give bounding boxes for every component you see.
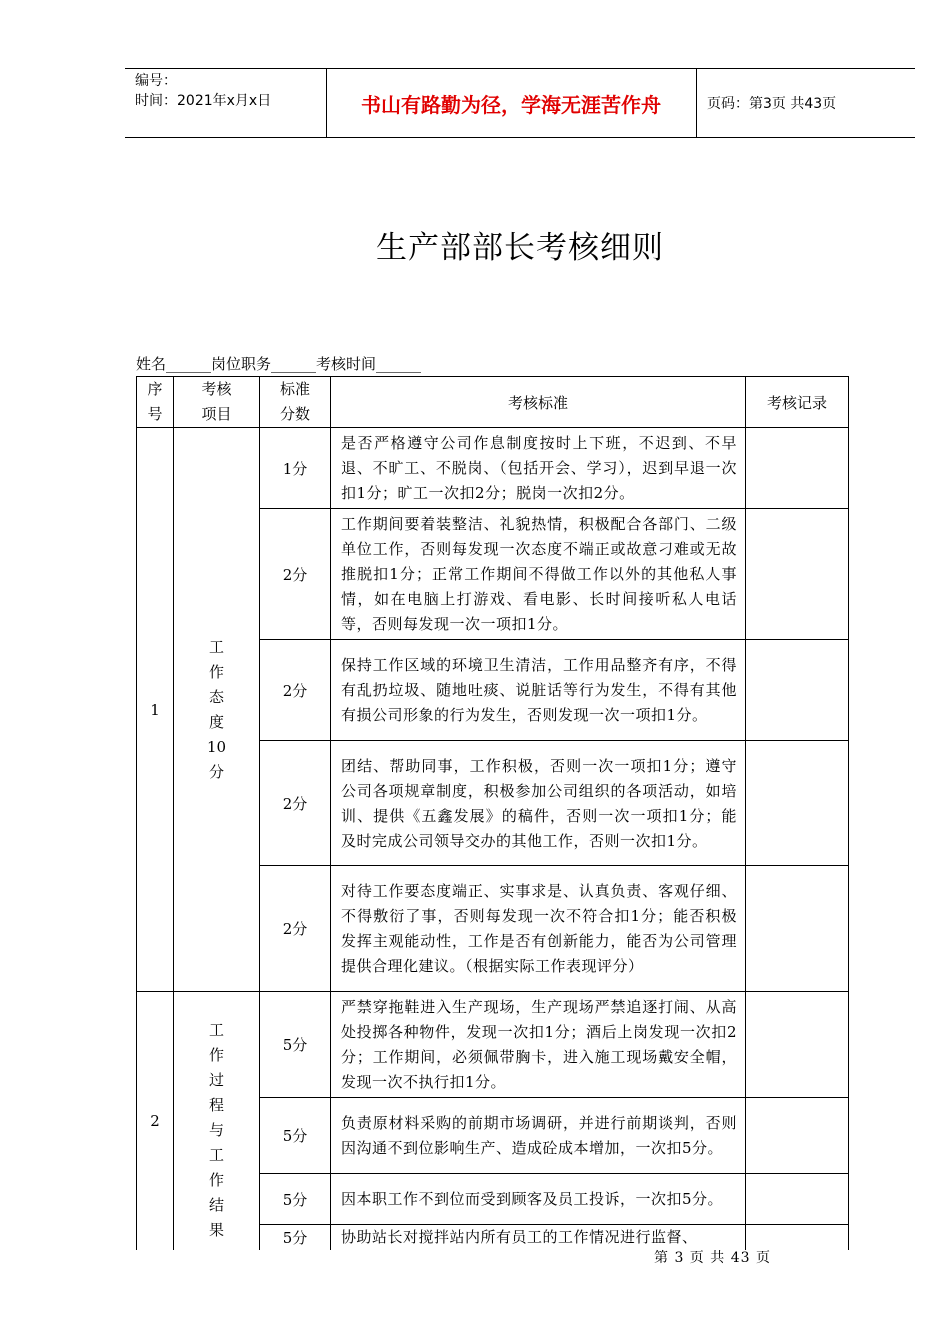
standard-cell: 因本职工作不到位而受到顾客及员工投诉，一次扣5分。 <box>331 1174 746 1225</box>
record-cell <box>746 866 849 992</box>
document-title: 生产部部长考核细则 <box>376 230 664 266</box>
header-left <box>135 71 325 111</box>
score-cell: 2分 <box>260 640 331 741</box>
score-cell: 2分 <box>260 741 331 866</box>
header-seq: 序号 <box>137 377 174 428</box>
standard-cell: 保持工作区域的环境卫生清洁，工作用品整齐有序，不得有乱扔垃圾、随地吐痰、说脏话等行为发生，不得有其他有损公司形象的行为发生，否则发现一次一项扣1分。 <box>331 640 746 741</box>
score-cell: 2分 <box>260 509 331 640</box>
item-cell: 工作态度10分 <box>174 428 260 992</box>
score-cell: 2分 <box>260 866 331 992</box>
score-cell: 1分 <box>260 428 331 509</box>
standard-cell: 对待工作要态度端正、实事求是、认真负责、客观仔细、不得敷衍了事，否则每发现一次不符合扣1分；能否积极发挥主观能动性，工作是否有创新能力，能否为公司管理提供合理化建议。（根据实际工作表现评分） <box>331 866 746 992</box>
table-header-row <box>137 377 849 428</box>
table-row <box>137 428 849 509</box>
header-divider <box>696 69 697 137</box>
meta-line: 姓名______岗位职务______考核时间______ <box>136 355 422 373</box>
header-standard: 考核标准 <box>331 377 746 428</box>
standard-cell: 负责原材料采购的前期市场调研，并进行前期谈判，否则因沟通不到位影响生产、造成砼成本增加，一次扣5分。 <box>331 1098 746 1174</box>
header-score: 标准分数 <box>260 377 331 428</box>
record-cell <box>746 640 849 741</box>
score-cell: 5分 <box>260 1225 331 1251</box>
number-label: 编号： <box>135 73 177 89</box>
score-cell: 5分 <box>260 1098 331 1174</box>
record-cell <box>746 1098 849 1174</box>
score-cell: 5分 <box>260 1174 331 1225</box>
standard-cell: 工作期间要着装整洁、礼貌热情，积极配合各部门、二级单位工作，否则每发现一次态度不端正或故意刁难或无故推脱扣1分；正常工作期间不得做工作以外的其他私人事情，如在电脑上打游戏、看电影、长时间接听私人电话等，否则每发现一次一项扣1分。 <box>331 509 746 640</box>
document-header <box>125 68 915 138</box>
standard-cell: 协助站长对搅拌站内所有员工的工作情况进行监督、 <box>331 1225 746 1251</box>
header-page-info: 页码：第3页 共43页 <box>707 96 837 112</box>
standard-cell: 是否严格遵守公司作息制度按时上下班，不迟到、不早退、不旷工、不脱岗、（包括开会、学习），迟到早退一次扣1分；旷工一次扣2分；脱岗一次扣2分。 <box>331 428 746 509</box>
record-cell <box>746 741 849 866</box>
item-cell: 工作过程与工作结果 <box>174 992 260 1251</box>
header-motto: 书山有路勤为径，学海无涯苦作舟 <box>361 92 661 117</box>
time-label: 时间：2021年x月x日 <box>135 93 272 109</box>
record-cell <box>746 509 849 640</box>
record-cell <box>746 992 849 1098</box>
seq-cell: 1 <box>137 428 174 992</box>
table-row <box>137 992 849 1098</box>
assessment-table <box>136 376 849 1250</box>
standard-cell: 团结、帮助同事，工作积极，否则一次一项扣1分；遵守公司各项规章制度，积极参加公司组织的各项活动，如培训、提供《五鑫发展》的稿件，否则一次一项扣1分；能及时完成公司领导交办的其他工作，否则一次扣1分。 <box>331 741 746 866</box>
record-cell <box>746 428 849 509</box>
record-cell <box>746 1174 849 1225</box>
page-footer: 第 3 页 共 43 页 <box>654 1250 771 1266</box>
score-cell: 5分 <box>260 992 331 1098</box>
header-record: 考核记录 <box>746 377 849 428</box>
seq-cell: 2 <box>137 992 174 1251</box>
header-item: 考核项目 <box>174 377 260 428</box>
standard-cell: 严禁穿拖鞋进入生产现场，生产现场严禁追逐打闹、从高处投掷各种物件，发现一次扣1分；酒后上岗发现一次扣2分；工作期间，必须佩带胸卡，进入施工现场戴安全帽，发现一次不执行扣1分。 <box>331 992 746 1098</box>
